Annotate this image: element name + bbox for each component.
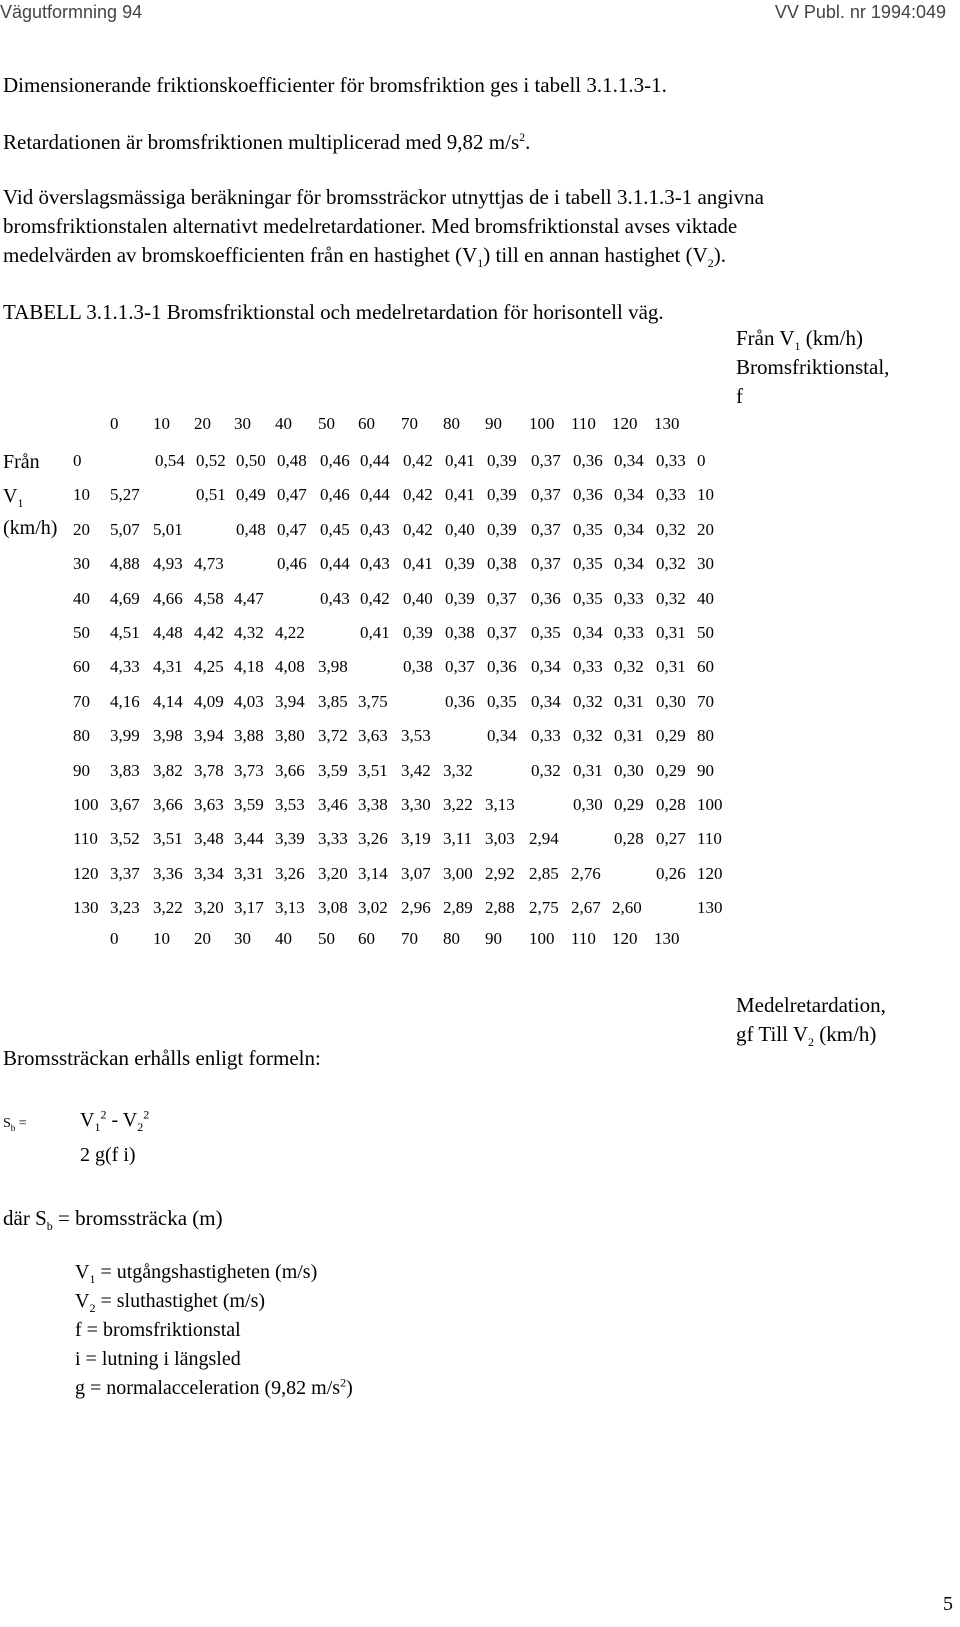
table-cell: 2,76 bbox=[571, 864, 601, 883]
row-speed-label: 50 bbox=[73, 623, 90, 642]
formula-numerator: $V_1^2 - V_2^2$ bbox=[80, 1107, 150, 1134]
table-cell: 0,38 bbox=[403, 657, 433, 676]
definition-v1: $V_1$ = utgångshastigheten (m/s) bbox=[75, 1261, 318, 1286]
table-cell: 0,31 bbox=[573, 761, 603, 780]
table-cell: 2,67 bbox=[571, 898, 601, 917]
table-cell: 0,31 bbox=[614, 692, 644, 711]
table-cell: 2,96 bbox=[401, 898, 431, 917]
definition-sb: där $S_b$ = bromssträcka (m) bbox=[3, 1206, 223, 1234]
running-header-title: Vägutformning 94 bbox=[0, 2, 143, 22]
row-speed-label: 100 bbox=[73, 795, 99, 814]
table-cell: 0,31 bbox=[656, 657, 686, 676]
table-cell: 3,53 bbox=[275, 795, 305, 814]
table-cell: 3,72 bbox=[318, 726, 348, 745]
table-cell: 4,58 bbox=[194, 589, 224, 608]
formula-intro: Bromssträckan erhålls enligt formeln: bbox=[3, 1046, 321, 1070]
column-footer: 50 bbox=[318, 929, 335, 948]
definition-v2: $V_2$ = sluthastighet (m/s) bbox=[75, 1290, 266, 1315]
table-cell: 4,22 bbox=[275, 623, 305, 642]
table-cell: 0,30 bbox=[614, 761, 644, 780]
table-cell: 5,07 bbox=[110, 520, 140, 539]
table-cell: 0,33 bbox=[656, 451, 686, 470]
table-caption: TABELL 3.1.1.3-1 Bromsfriktionstal och medelretardation för horisontell väg. bbox=[3, 300, 664, 324]
table-cell: 0,33 bbox=[614, 589, 644, 608]
row-speed-label: 120 bbox=[73, 864, 99, 883]
table-cell: 0,32 bbox=[531, 761, 561, 780]
table-cell: 3,31 bbox=[234, 864, 264, 883]
table-cell: 0,27 bbox=[656, 829, 686, 848]
row-end-label: 80 bbox=[697, 726, 714, 745]
table-cell: 0,33 bbox=[573, 657, 603, 676]
table-cell: 0,34 bbox=[531, 657, 561, 676]
table-cell: 0,35 bbox=[531, 623, 561, 642]
table-cell: 2,85 bbox=[529, 864, 559, 883]
table-cell: 0,52 bbox=[196, 451, 226, 470]
table-cell: 3,99 bbox=[110, 726, 140, 745]
table-cell: 0,49 bbox=[236, 485, 266, 504]
table-cell: 2,92 bbox=[485, 864, 515, 883]
table-cell: 0,30 bbox=[656, 692, 686, 711]
table-cell: 0,35 bbox=[573, 589, 603, 608]
table-cell: 3,75 bbox=[358, 692, 388, 711]
table-cell: 0,46 bbox=[277, 554, 307, 573]
table-cell: 0,42 bbox=[403, 520, 433, 539]
table-cell: 0,32 bbox=[656, 520, 686, 539]
table-cell: 3,59 bbox=[318, 761, 348, 780]
table-cell: 0,43 bbox=[360, 554, 390, 573]
table-cell: 3,53 bbox=[401, 726, 431, 745]
row-end-label: 70 bbox=[697, 692, 714, 711]
table-cell: 3,00 bbox=[443, 864, 473, 883]
table-cell: 3,52 bbox=[110, 829, 140, 848]
row-end-label: 90 bbox=[697, 761, 714, 780]
column-footer: 70 bbox=[401, 929, 418, 948]
table-cell: 3,51 bbox=[153, 829, 183, 848]
table-cell: 3,30 bbox=[401, 795, 431, 814]
table-cell: 3,19 bbox=[401, 829, 431, 848]
table-cell: 4,42 bbox=[194, 623, 224, 642]
row-speed-label: 130 bbox=[73, 898, 99, 917]
table-cell: 0,36 bbox=[531, 589, 561, 608]
column-header: 50 bbox=[318, 414, 335, 433]
table-cell: 3,32 bbox=[443, 761, 473, 780]
table-cell: 4,66 bbox=[153, 589, 183, 608]
table-cell: 0,42 bbox=[360, 589, 390, 608]
row-speed-label: 30 bbox=[73, 554, 90, 573]
definition-f: f = bromsfriktionstal bbox=[75, 1319, 241, 1341]
table-cell: 0,34 bbox=[487, 726, 517, 745]
table-cell: 4,18 bbox=[234, 657, 264, 676]
column-header: 70 bbox=[401, 414, 418, 433]
table-cell: 0,29 bbox=[656, 761, 686, 780]
table-cell: 0,32 bbox=[573, 726, 603, 745]
table-cell: 0,33 bbox=[614, 623, 644, 642]
column-footer: 80 bbox=[443, 929, 460, 948]
table-cell: 0,34 bbox=[614, 485, 644, 504]
table-cell: 3,66 bbox=[275, 761, 305, 780]
row-speed-label: 60 bbox=[73, 657, 90, 676]
row-speed-label: 20 bbox=[73, 520, 90, 539]
document-page: Vägutformning 94 VV Publ. nr 1994:049 Dimensionerande friktionskoefficienter för bromsfriktion ges i tabell 3.1.1.3-1. Retardationen är bromsfriktionen multiplicerad med 9,82 $m/s^2$. Vid överslagsmässiga beräkningar för bromssträckor utnyttjas de i tabell 3.1.1.3-1 angivna bromsfriktionstalen alternativt medelretardationer. Med bromsfriktionstal avses viktade medelvärden av bromskoefficienten från en hastighet $(V_1)$ till en annan hastighet $(V_2)$. TABELL 3.1.1.3-1 Bromsfriktionstal och medelretardation för horisontell väg. Från $V_1$ (km/h) Bromsfriktionstal, f Från $V_1$ (km/h) 0 10 20 30 40 50 60 70 80 90 100 110 120 130 0 0,54 0,52 0,50 0,48 0,46 0,44 0,42 0,41 0,39 0,37 0,36 0,34 0,33 0 10 5,27 0,51 0,49 0,47 0,46 0,44 0,42 0,41 0,39 0,37 0,36 0,34 0,33 10 20 5,07 5,01 0,48 0,47 0,45 0,43 0,42 0,40 0,39 0,37 0,35 0,34 0,32 20 30 4,88 4,93 4,73 0,46 0,44 0,43 0,41 0,39 0,38 0,37 0,35 0,34 0,32 30 40 4,69 4,66 4,58 4,47 0,43 0,42 0,40 0,39 0,37 0,36 0,35 0,33 0,32 40 50 4,51 4,48 4,42 4,32 4,22 0,41 0,39 0,38 0,37 0,35 0,34 0,33 0,31 50 60 4,33 4,31 4,25 4,18 4,08 3,98 0,38 0,37 0,36 0,34 0,33 0,32 0,31 60 70 4,16 4,14 4,09 4,03 3,94 3,85 3,75 0,36 0,35 0,34 0,32 0,31 0,30 70 80 3,99 3,98 3,94 3,88 3,80 3,72 3,63 3,53 0,34 0,33 0,32 0,31 0,29 80 90 3,83 3,82 3,78 3,73 3,66 3,59 3,51 3,42 3,32 0,32 0,31 0,30 0,29 90 100 3,67 3,66 3,63 3,59 3,53 3,46 3,38 3,30 3,22 3,13 0,30 0,29 0,28 100 110 3,52 3,51 3,48 3,44 3,39 3,33 3,26 3,19 3,11 3,03 2,94 0,28 0,27 110 120 3,37 3,36 3,34 3,31 3,26 3,20 3,14 3,07 3,00 2,92 2,85 2,76 0,26 120 130 3,23 3,22 3,20 3,17 3,13 3,08 3,02 2,96 2,89 2,88 2,75 2,67 2,60 130 0 10 20 30 40 50 60 70 80 90 100 110 120 130 Medelretardation, gf Till $V_2$ (km/h) Bromssträckan erhålls enligt formeln: $S_b$ = $V_1^2 - V_2^2$ 2 g(f i) där $S_b$ = bromssträcka (m) $V_1$ = utgångshastigheten (m/s) $V_2$ = sluthastighet (m/s) f = bromsfriktionstal i = lutning i längsled g = normalacceleration (9,82 $m/s^2$) 5 bbox=[0, 2, 953, 1615]
column-header: 130 bbox=[654, 414, 680, 433]
row-speed-label: 10 bbox=[73, 485, 90, 504]
table-cell: 0,26 bbox=[656, 864, 686, 883]
table-cell: 3,67 bbox=[110, 795, 140, 814]
column-header: 90 bbox=[485, 414, 502, 433]
table-cell: 0,44 bbox=[320, 554, 350, 573]
table-cell: 0,37 bbox=[487, 589, 517, 608]
table-cell: 3,98 bbox=[153, 726, 183, 745]
table-cell: 5,01 bbox=[153, 520, 183, 539]
table-cell: 3,22 bbox=[443, 795, 473, 814]
table-cell: 4,16 bbox=[110, 692, 140, 711]
table-cell: 0,38 bbox=[445, 623, 475, 642]
table-cell: 0,32 bbox=[573, 692, 603, 711]
table-cell: 0,46 bbox=[320, 451, 350, 470]
row-end-label: 30 bbox=[697, 554, 714, 573]
table-cell: 0,40 bbox=[445, 520, 475, 539]
table-cell: 0,28 bbox=[614, 829, 644, 848]
table-cell: 3,94 bbox=[275, 692, 305, 711]
table-cell: 0,37 bbox=[445, 657, 475, 676]
table-cell: 0,35 bbox=[487, 692, 517, 711]
row-speed-label: 80 bbox=[73, 726, 90, 745]
column-header: 100 bbox=[529, 414, 555, 433]
table-cell: 0,44 bbox=[360, 451, 390, 470]
table-cell: 0,37 bbox=[531, 485, 561, 504]
column-header: 30 bbox=[234, 414, 251, 433]
table-cell: 0,42 bbox=[403, 451, 433, 470]
table-cell: 0,36 bbox=[573, 451, 603, 470]
row-end-label: 40 bbox=[697, 589, 714, 608]
table-cell: 4,88 bbox=[110, 554, 140, 573]
table-cell: 0,39 bbox=[487, 451, 517, 470]
table-cell: 0,35 bbox=[573, 520, 603, 539]
table-cell: 3,26 bbox=[275, 864, 305, 883]
table-cell: 0,34 bbox=[614, 520, 644, 539]
table-cell: 3,44 bbox=[234, 829, 264, 848]
table-cell: 3,39 bbox=[275, 829, 305, 848]
table-cell: 0,29 bbox=[656, 726, 686, 745]
table-cell: 0,41 bbox=[445, 485, 475, 504]
table-cell: 4,93 bbox=[153, 554, 183, 573]
table-cell: 0,38 bbox=[487, 554, 517, 573]
table-cell: 0,37 bbox=[487, 623, 517, 642]
formula-denominator: 2 g(f i) bbox=[80, 1144, 136, 1166]
table-cell: 0,32 bbox=[614, 657, 644, 676]
table-cell: 0,45 bbox=[320, 520, 350, 539]
row-speed-label: 70 bbox=[73, 692, 90, 711]
row-end-label: 50 bbox=[697, 623, 714, 642]
table-cell: 3,13 bbox=[485, 795, 515, 814]
table-cell: 3,83 bbox=[110, 761, 140, 780]
table-cell: 0,41 bbox=[403, 554, 433, 573]
table-cell: 0,29 bbox=[614, 795, 644, 814]
table-cell: 0,39 bbox=[403, 623, 433, 642]
table-cell: 5,27 bbox=[110, 485, 140, 504]
table-cell: 3,63 bbox=[358, 726, 388, 745]
row-speed-label: 90 bbox=[73, 761, 90, 780]
running-header-publication: VV Publ. nr 1994:049 bbox=[774, 2, 946, 22]
column-header: 80 bbox=[443, 414, 460, 433]
table-cell: 4,14 bbox=[153, 692, 183, 711]
table-cell: 0,36 bbox=[445, 692, 475, 711]
table-cell: 2,75 bbox=[529, 898, 559, 917]
table-cell: 3,73 bbox=[234, 761, 264, 780]
table-cell: 0,33 bbox=[656, 485, 686, 504]
table-cell: 0,48 bbox=[236, 520, 266, 539]
table-cell: 0,39 bbox=[445, 554, 475, 573]
table-cell: 0,34 bbox=[614, 554, 644, 573]
table-cell: 0,32 bbox=[656, 554, 686, 573]
table-cell: 3,26 bbox=[358, 829, 388, 848]
table-cell: 0,34 bbox=[573, 623, 603, 642]
row-end-label: 120 bbox=[697, 864, 723, 883]
table-cell: 4,69 bbox=[110, 589, 140, 608]
row-end-label: 10 bbox=[697, 485, 714, 504]
row-speed-label: 40 bbox=[73, 589, 90, 608]
table-cell: 3,85 bbox=[318, 692, 348, 711]
table-cell: 4,73 bbox=[194, 554, 224, 573]
table-cell: 3,59 bbox=[234, 795, 264, 814]
column-header: 110 bbox=[571, 414, 596, 433]
intro-paragraph-2: Retardationen är bromsfriktionen multiplicerad med 9,82 $m/s^2$. bbox=[3, 130, 531, 154]
table-cell: 0,48 bbox=[277, 451, 307, 470]
table-cell: 3,20 bbox=[194, 898, 224, 917]
table-cell: 0,33 bbox=[531, 726, 561, 745]
intro-paragraph-1: Dimensionerande friktionskoefficienter för bromsfriktion ges i tabell 3.1.1.3-1. bbox=[3, 73, 667, 97]
definition-i: i = lutning i längsled bbox=[75, 1348, 241, 1370]
formula-lhs: $S_b$ = bbox=[3, 1116, 27, 1133]
table-cell: 0,54 bbox=[155, 451, 185, 470]
table-cell: 0,37 bbox=[531, 451, 561, 470]
column-footer: 90 bbox=[485, 929, 502, 948]
table-cell: 0,50 bbox=[236, 451, 266, 470]
table-cell: 3,08 bbox=[318, 898, 348, 917]
table-cell: 4,09 bbox=[194, 692, 224, 711]
table-cell: 0,37 bbox=[531, 554, 561, 573]
page-number: 5 bbox=[943, 1593, 953, 1615]
column-header: 120 bbox=[612, 414, 638, 433]
column-footer: 10 bbox=[153, 929, 170, 948]
table-cell: 3,03 bbox=[485, 829, 515, 848]
table-cell: 0,36 bbox=[487, 657, 517, 676]
row-end-label: 110 bbox=[697, 829, 722, 848]
row-end-label: 60 bbox=[697, 657, 714, 676]
table-cell: 3,82 bbox=[153, 761, 183, 780]
table-cell: 0,51 bbox=[196, 485, 226, 504]
table-cell: 4,03 bbox=[234, 692, 264, 711]
table-cell: 0,39 bbox=[487, 485, 517, 504]
column-footer: 30 bbox=[234, 929, 251, 948]
column-header: 20 bbox=[194, 414, 211, 433]
table-cell: 4,32 bbox=[234, 623, 264, 642]
table-cell: 3,88 bbox=[234, 726, 264, 745]
table-cell: 2,94 bbox=[529, 829, 559, 848]
column-header: 10 bbox=[153, 414, 170, 433]
table-cell: 0,39 bbox=[445, 589, 475, 608]
table-cell: 3,14 bbox=[358, 864, 388, 883]
table-cell: 0,41 bbox=[445, 451, 475, 470]
row-speed-label: 110 bbox=[73, 829, 98, 848]
table-cell: 4,08 bbox=[275, 657, 305, 676]
table-cell: 0,34 bbox=[531, 692, 561, 711]
table-cell: 0,39 bbox=[487, 520, 517, 539]
table-cell: 0,31 bbox=[614, 726, 644, 745]
column-footer: 60 bbox=[358, 929, 375, 948]
row-end-label: 0 bbox=[697, 451, 706, 470]
column-footer: 100 bbox=[529, 929, 555, 948]
table-cell: 3,33 bbox=[318, 829, 348, 848]
table-cell: 4,47 bbox=[234, 589, 264, 608]
table-cell: 3,20 bbox=[318, 864, 348, 883]
table-cell: 3,42 bbox=[401, 761, 431, 780]
table-cell: 3,46 bbox=[318, 795, 348, 814]
table-cell: 0,43 bbox=[320, 589, 350, 608]
column-footer: 120 bbox=[612, 929, 638, 948]
table-cell: 3,36 bbox=[153, 864, 183, 883]
table-cell: 4,33 bbox=[110, 657, 140, 676]
row-speed-label: 0 bbox=[73, 451, 82, 470]
column-footer: 40 bbox=[275, 929, 292, 948]
row-end-label: 100 bbox=[697, 795, 723, 814]
table-cell: 0,43 bbox=[360, 520, 390, 539]
table-cell: 0,32 bbox=[656, 589, 686, 608]
table-cell: 0,31 bbox=[656, 623, 686, 642]
table-cell: 0,28 bbox=[656, 795, 686, 814]
table-cell: 3,98 bbox=[318, 657, 348, 676]
table-cell: 3,13 bbox=[275, 898, 305, 917]
table-cell: 3,48 bbox=[194, 829, 224, 848]
table-cell: 3,11 bbox=[443, 829, 473, 848]
table-cell: 3,02 bbox=[358, 898, 388, 917]
table-cell: 0,42 bbox=[403, 485, 433, 504]
table-cell: 3,94 bbox=[194, 726, 224, 745]
table-cell: 2,89 bbox=[443, 898, 473, 917]
table-cell: 3,63 bbox=[194, 795, 224, 814]
table-cell: 0,34 bbox=[614, 451, 644, 470]
table-cell: 3,07 bbox=[401, 864, 431, 883]
table-cell: 0,37 bbox=[531, 520, 561, 539]
column-footer: 0 bbox=[110, 929, 119, 948]
column-header: 0 bbox=[110, 414, 119, 433]
table-cell: 0,40 bbox=[403, 589, 433, 608]
column-footer: 20 bbox=[194, 929, 211, 948]
table-cell: 0,46 bbox=[320, 485, 350, 504]
table-cell: 3,22 bbox=[153, 898, 183, 917]
table-cell: 0,47 bbox=[277, 485, 307, 504]
table-cell: 2,88 bbox=[485, 898, 515, 917]
table-cell: 2,60 bbox=[612, 898, 642, 917]
table-cell: 4,51 bbox=[110, 623, 140, 642]
table-cell: 4,25 bbox=[194, 657, 224, 676]
table-cell: 4,48 bbox=[153, 623, 183, 642]
column-header: 60 bbox=[358, 414, 375, 433]
column-footer: 110 bbox=[571, 929, 596, 948]
table-cell: 3,66 bbox=[153, 795, 183, 814]
table-cell: 3,78 bbox=[194, 761, 224, 780]
column-footer: 130 bbox=[654, 929, 680, 948]
table-cell: 3,51 bbox=[358, 761, 388, 780]
table-cell: 3,38 bbox=[358, 795, 388, 814]
row-end-label: 20 bbox=[697, 520, 714, 539]
table-cell: 3,80 bbox=[275, 726, 305, 745]
table-cell: 3,37 bbox=[110, 864, 140, 883]
table-cell: 0,35 bbox=[573, 554, 603, 573]
table-cell: 0,44 bbox=[360, 485, 390, 504]
column-header: 40 bbox=[275, 414, 292, 433]
table-cell: 3,17 bbox=[234, 898, 264, 917]
table-cell: 3,34 bbox=[194, 864, 224, 883]
table-cell: 0,36 bbox=[573, 485, 603, 504]
table-cell: 0,47 bbox=[277, 520, 307, 539]
table-cell: 4,31 bbox=[153, 657, 183, 676]
table-cell: 0,30 bbox=[573, 795, 603, 814]
row-end-label: 130 bbox=[697, 898, 723, 917]
table-cell: 3,23 bbox=[110, 898, 140, 917]
definition-g: g = normalacceleration (9,82 $m/s^2$) bbox=[75, 1375, 353, 1399]
table-cell: 0,41 bbox=[360, 623, 390, 642]
